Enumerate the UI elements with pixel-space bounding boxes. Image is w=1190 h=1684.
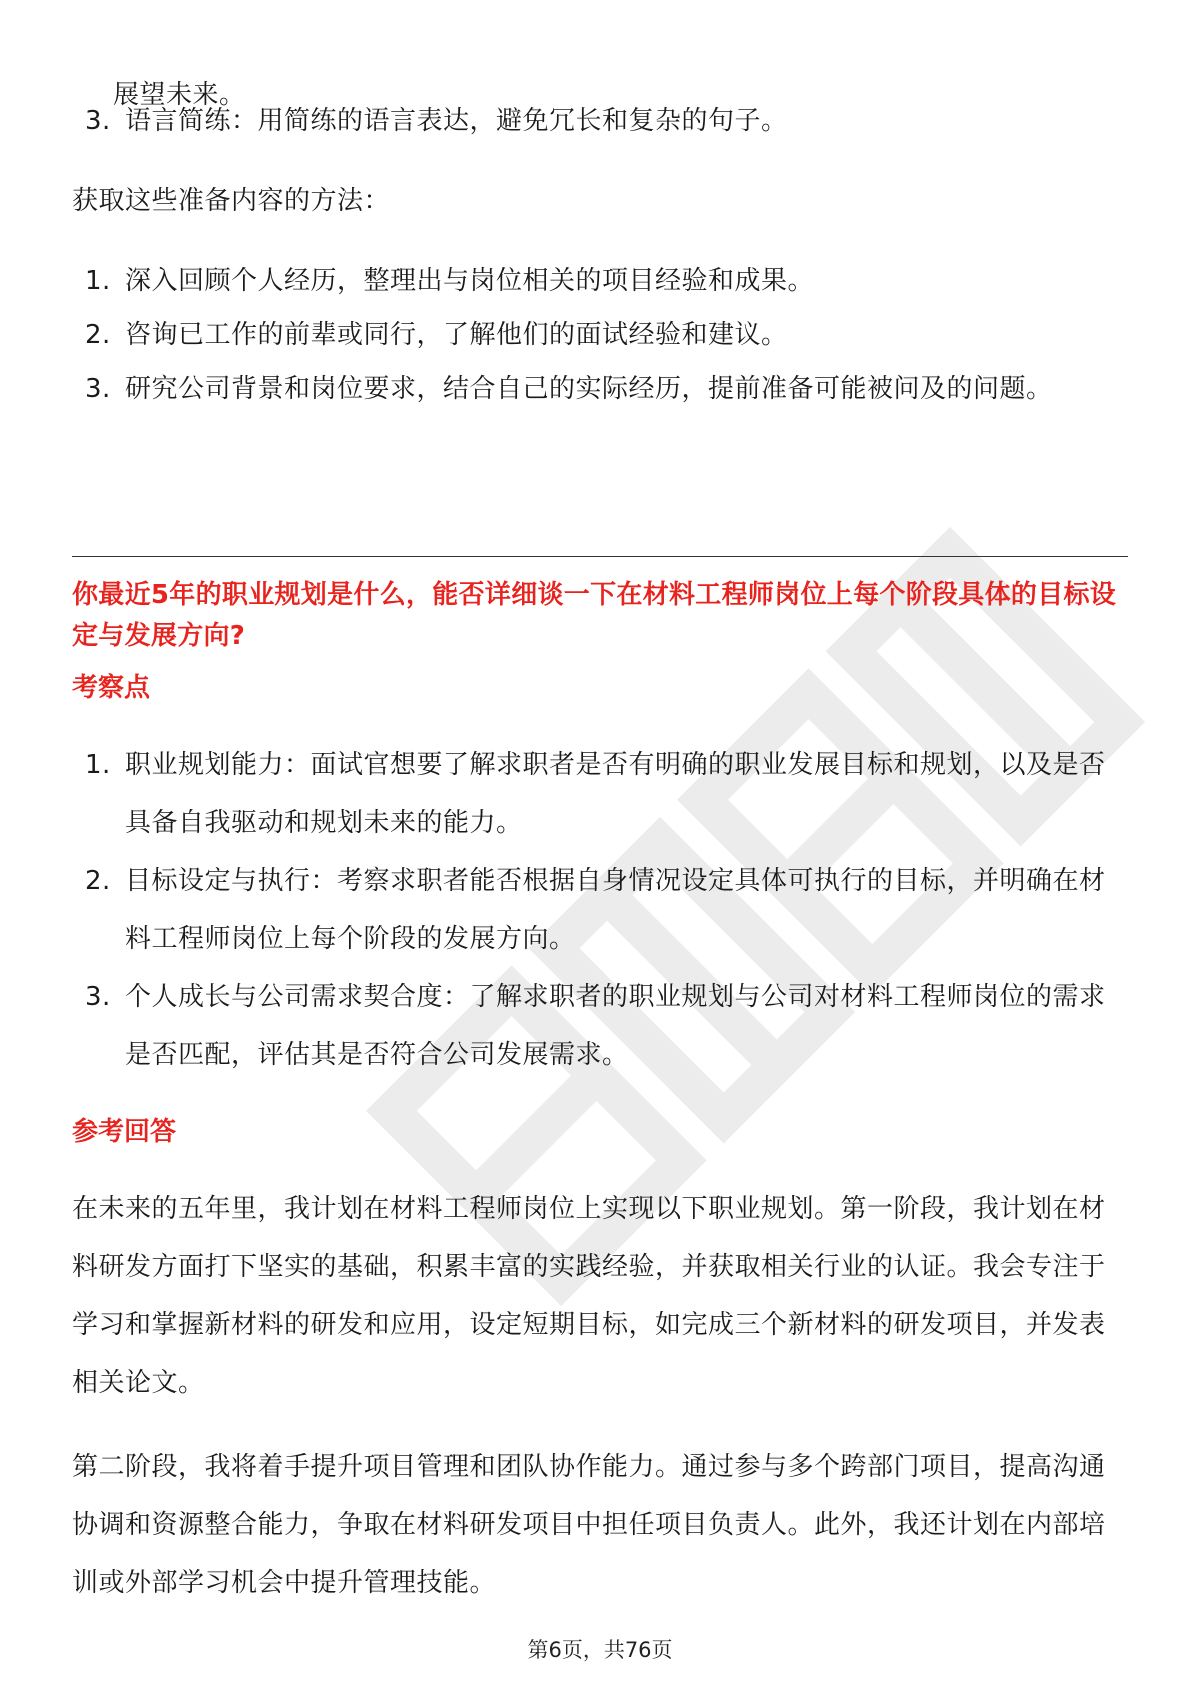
considerations-list	[72, 736, 1128, 1084]
list-number: 2.	[85, 866, 111, 896]
list-item	[72, 360, 1072, 418]
document-page	[72, 0, 1128, 1684]
methods-list	[72, 252, 1072, 418]
list-item	[72, 968, 1128, 1084]
list-item	[72, 852, 1128, 968]
list-item-text: 深入回顾个人经历，整理出与岗位相关的项目经验和成果。	[125, 266, 815, 296]
list-number: 1.	[85, 266, 111, 296]
list-item	[72, 736, 1128, 852]
list-item	[72, 92, 1128, 150]
list-item-text: 语言简练：用简练的语言表达，避免冗长和复杂的句子。	[125, 106, 788, 136]
section-divider	[72, 556, 1128, 557]
continued-list-text: 展望未来。	[113, 80, 246, 110]
list-number: 3.	[85, 982, 111, 1012]
answer-paragraph: 第二阶段，我将着手提升项目管理和团队协作能力。通过参与多个跨部门项目，提高沟通协调和资源整合能力，争取在材料研发项目中担任项目负责人。此外，我还计划在内部培训或外部学习机会中提升管理技能。	[72, 1452, 1106, 1598]
list-item	[72, 306, 1072, 364]
list-number: 3.	[85, 374, 111, 404]
list-item-text: 职业规划能力：面试官想要了解求职者是否有明确的职业发展目标和规划，以及是否具备自我驱动和规划未来的能力。	[125, 750, 1106, 838]
list-number: 2.	[85, 320, 111, 350]
answer-title: 参考回答	[72, 1117, 177, 1147]
considerations-title: 考察点	[72, 673, 151, 703]
interview-question: 你最近5年的职业规划是什么，能否详细谈一下在材料工程师岗位上每个阶段具体的目标设定与发展方向?	[72, 580, 1117, 651]
list-number: 3.	[85, 106, 111, 136]
methods-intro: 获取这些准备内容的方法：	[72, 186, 391, 216]
answer-paragraph: 在未来的五年里，我计划在材料工程师岗位上实现以下职业规划。第一阶段，我计划在材料研发方面打下坚实的基础，积累丰富的实践经验，并获取相关行业的认证。我会专注于学习和掌握新材料的研发和应用，设定短期目标，如完成三个新材料的研发项目，并发表相关论文。	[72, 1194, 1106, 1398]
list-number: 1.	[85, 750, 111, 780]
prep-tips-list	[72, 92, 1128, 150]
list-item-text: 研究公司背景和岗位要求，结合自己的实际经历，提前准备可能被问及的问题。	[125, 374, 1053, 404]
page-number: 第6页，共76页	[527, 1638, 673, 1662]
list-item-text: 目标设定与执行：考察求职者能否根据自身情况设定具体可执行的目标，并明确在材料工程师岗位上每个阶段的发展方向。	[125, 866, 1106, 954]
list-item	[72, 252, 1072, 310]
list-item-text: 咨询已工作的前辈或同行，了解他们的面试经验和建议。	[125, 320, 788, 350]
list-item-text: 个人成长与公司需求契合度：了解求职者的职业规划与公司对材料工程师岗位的需求是否匹配，评估其是否符合公司发展需求。	[125, 982, 1106, 1070]
